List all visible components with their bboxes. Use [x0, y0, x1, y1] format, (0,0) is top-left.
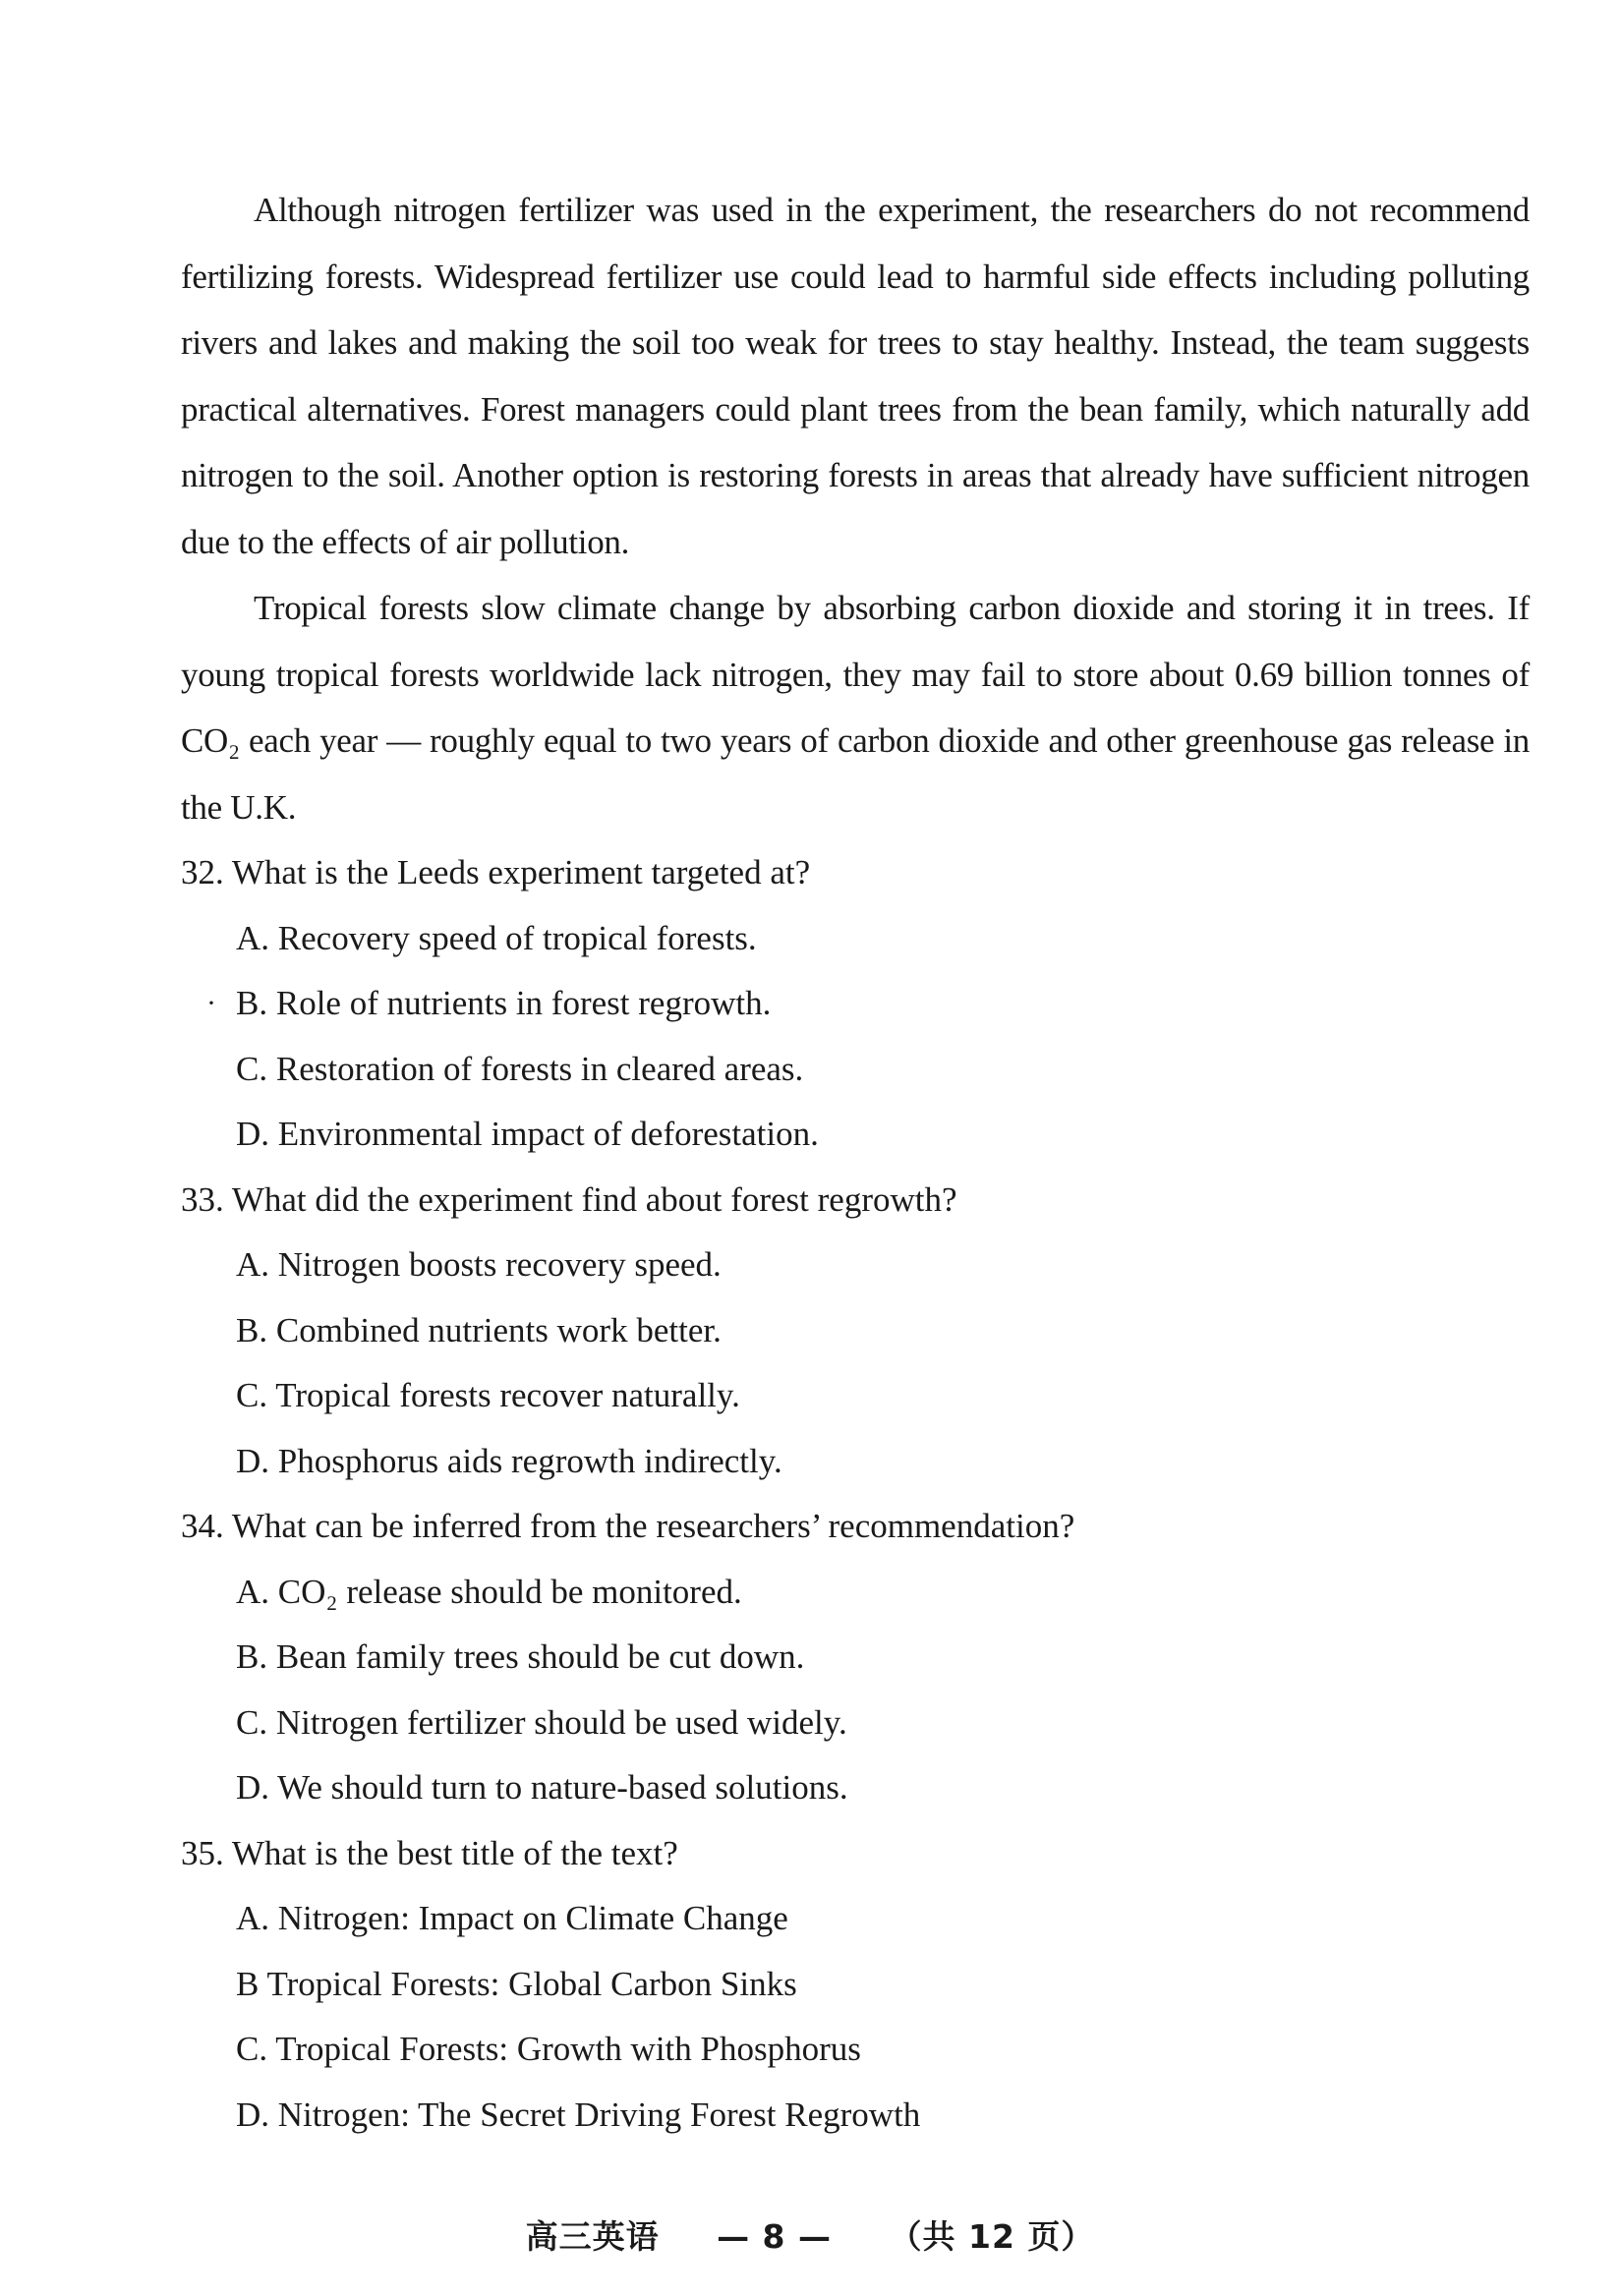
question-stem: 34. What can be inferred from the researchers’ recommendation?: [181, 1507, 1075, 1545]
question-stem: 35. What is the best title of the text?: [181, 1833, 678, 1872]
option-a: A. Nitrogen boosts recovery speed.: [236, 1245, 722, 1284]
question-32: [181, 840, 1530, 1168]
option-d: D. We should turn to nature-based solutions.: [236, 1768, 848, 1807]
option-a: A. Nitrogen: Impact on Climate Change: [236, 1899, 788, 1937]
footer-page-number: — 8 —: [717, 2217, 833, 2256]
reading-passage: [181, 177, 1530, 840]
questions: [181, 840, 1530, 2148]
option-d: D. Phosphorus aids regrowth indirectly.: [236, 1441, 782, 1480]
option-b-text: B. Role of nutrients in forest regrowth.: [236, 984, 772, 1022]
option-b: B. Combined nutrients work better.: [236, 1310, 722, 1349]
page-footer: [0, 2211, 1620, 2258]
question-33: [181, 1168, 1530, 1495]
stray-mark: ·: [206, 987, 216, 1019]
passage-paragraph: Although nitrogen fertilizer was used in the experiment, the researchers do not recommend fertilizing forests. Widespread fertilizer use could lead to harmful side effects including polluting rivers and lakes and making the soil too weak for trees to stay healthy. Instead, the team suggests practical alternatives. Forest managers could plant trees from the bean family, which naturally add nitrogen to the soil. Another option is restoring forests in areas that already have sufficient nitrogen due to the effects of air pollution.: [181, 191, 1530, 561]
option-c: C. Tropical Forests: Growth with Phosphorus: [236, 2030, 861, 2068]
question-35: [181, 1821, 1530, 2149]
option-c: C. Restoration of forests in cleared areas.: [236, 1049, 804, 1088]
option-c: C. Tropical forests recover naturally.: [236, 1376, 740, 1414]
option-b: [181, 971, 1530, 1037]
option-d: D. Nitrogen: The Secret Driving Forest Regrowth: [236, 2095, 921, 2134]
question-34: [181, 1494, 1530, 1821]
question-stem: 33. What did the experiment find about forest regrowth?: [181, 1179, 957, 1219]
option-b: B Tropical Forests: Global Carbon Sinks: [236, 1964, 797, 2003]
passage-paragraph: Tropical forests slow climate change by absorbing carbon dioxide and storing it in trees. If young tropical forests worldwide lack nitrogen, they may fail to store about 0.69 billion tonnes of CO₂ each year — roughly equal to two years of carbon dioxide and other greenhouse gas release in the U.K.: [181, 589, 1530, 827]
option-a: A. CO₂ release should be monitored.: [236, 1572, 742, 1611]
option-a: A. Recovery speed of tropical forests.: [236, 918, 757, 957]
option-d: D. Environmental impact of deforestation.: [236, 1115, 819, 1153]
question-stem: 32. What is the Leeds experiment targeted at?: [181, 853, 811, 891]
footer-total-pages: （共 12 页）: [889, 2217, 1095, 2256]
footer-subject: 高三英语: [525, 2217, 660, 2256]
option-b: B. Bean family trees should be cut down.: [236, 1637, 805, 1676]
option-c: C. Nitrogen fertilizer should be used widely.: [236, 1702, 847, 1742]
exam-page: [181, 177, 1530, 2148]
